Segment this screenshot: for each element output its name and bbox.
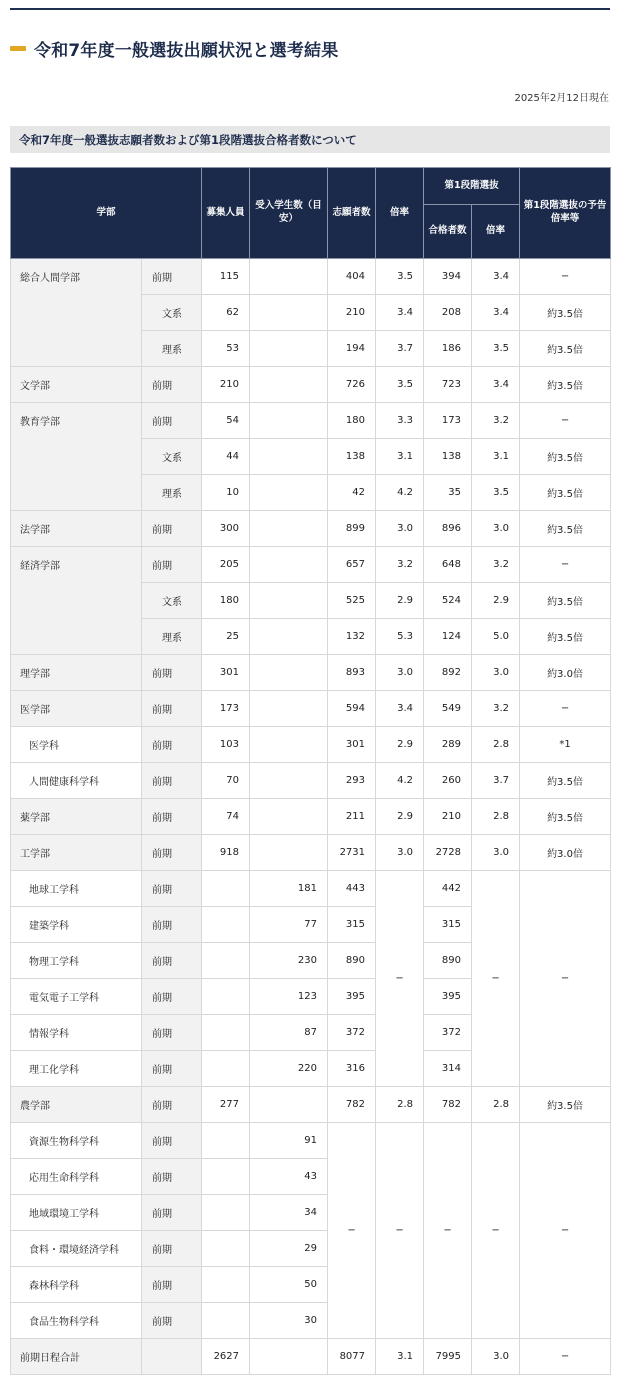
applicants-cell: 372 [328, 1015, 376, 1051]
dept-cell: 法学部 [11, 511, 142, 547]
passed-cell: 260 [424, 763, 472, 799]
table-row [11, 655, 611, 691]
capacity-cell: 115 [202, 259, 250, 295]
forecast-cell: 約3.0倍 [520, 835, 611, 871]
term-cell: 前期 [142, 979, 202, 1015]
forecast-cell: 約3.5倍 [520, 583, 611, 619]
planned-cell [250, 799, 328, 835]
passed-cell: 173 [424, 403, 472, 439]
planned-cell [250, 763, 328, 799]
capacity-cell: 53 [202, 331, 250, 367]
pass-ratio-cell: − [472, 871, 520, 1087]
capacity-cell: 300 [202, 511, 250, 547]
term-cell: 前期 [142, 799, 202, 835]
capacity-cell: 205 [202, 547, 250, 583]
passed-cell: 210 [424, 799, 472, 835]
planned-cell [250, 583, 328, 619]
total-row [11, 1339, 611, 1375]
passed-cell: 289 [424, 727, 472, 763]
planned-cell: 87 [250, 1015, 328, 1051]
ratio-cell: 3.0 [376, 655, 424, 691]
ratio-cell: 3.5 [376, 259, 424, 295]
capacity-cell [202, 1195, 250, 1231]
capacity-cell: 25 [202, 619, 250, 655]
pass-ratio-cell: 5.0 [472, 619, 520, 655]
forecast-cell: 約3.5倍 [520, 1087, 611, 1123]
passed-cell: 648 [424, 547, 472, 583]
table-row [11, 691, 611, 727]
passed-cell: 186 [424, 331, 472, 367]
passed-cell: 2728 [424, 835, 472, 871]
ratio-cell: 3.4 [376, 691, 424, 727]
term-cell: 前期 [142, 547, 202, 583]
planned-cell: 181 [250, 871, 328, 907]
applicants-cell: 8077 [328, 1339, 376, 1375]
dept-cell: 電気電子工学科 [11, 979, 142, 1015]
planned-cell: 230 [250, 943, 328, 979]
applicants-cell: − [328, 1123, 376, 1339]
term-cell: 前期 [142, 1087, 202, 1123]
planned-cell [250, 367, 328, 403]
ratio-cell: 3.7 [376, 331, 424, 367]
term-cell: 前期 [142, 511, 202, 547]
dept-cell: 食品生物科学科 [11, 1303, 142, 1339]
forecast-cell: 約3.5倍 [520, 331, 611, 367]
term-cell: 理系 [142, 619, 202, 655]
forecast-cell: − [520, 547, 611, 583]
applicants-cell: 42 [328, 475, 376, 511]
forecast-cell: − [520, 403, 611, 439]
title-accent-bar [10, 46, 26, 51]
table-row [11, 799, 611, 835]
section-heading-text: 令和7年度一般選抜志願者数および第1段階選抜合格者数について [19, 133, 357, 147]
passed-cell: 782 [424, 1087, 472, 1123]
term-cell: 前期 [142, 259, 202, 295]
forecast-cell: − [520, 1123, 611, 1339]
ratio-cell: 2.9 [376, 583, 424, 619]
capacity-cell: 173 [202, 691, 250, 727]
applicants-cell: 525 [328, 583, 376, 619]
passed-cell: 892 [424, 655, 472, 691]
planned-cell: 43 [250, 1159, 328, 1195]
passed-cell: − [424, 1123, 472, 1339]
ratio-cell: 3.5 [376, 367, 424, 403]
ratio-cell: − [376, 1123, 424, 1339]
applicants-cell: 194 [328, 331, 376, 367]
dept-cell: 文学部 [11, 367, 142, 403]
planned-cell [250, 1087, 328, 1123]
pass-ratio-cell: 3.0 [472, 835, 520, 871]
table-row [11, 547, 611, 583]
applicants-cell: 443 [328, 871, 376, 907]
forecast-cell: 約3.5倍 [520, 619, 611, 655]
table-row [11, 403, 611, 439]
applicants-cell: 138 [328, 439, 376, 475]
term-cell: 前期 [142, 763, 202, 799]
capacity-cell [202, 1051, 250, 1087]
dept-cell: 医学部 [11, 691, 142, 727]
term-cell: 前期 [142, 835, 202, 871]
planned-cell [250, 403, 328, 439]
dept-cell: 理工化学科 [11, 1051, 142, 1087]
ratio-cell: 3.1 [376, 439, 424, 475]
ratio-cell: 4.2 [376, 763, 424, 799]
ratio-cell: 2.9 [376, 799, 424, 835]
pass-ratio-cell: 3.5 [472, 475, 520, 511]
term-cell: 前期 [142, 1159, 202, 1195]
forecast-cell: 約3.5倍 [520, 511, 611, 547]
planned-cell: 77 [250, 907, 328, 943]
capacity-cell [202, 871, 250, 907]
capacity-cell [202, 1267, 250, 1303]
dept-cell: 人間健康科学科 [11, 763, 142, 799]
planned-cell [250, 835, 328, 871]
ratio-cell: 3.2 [376, 547, 424, 583]
applicants-cell: 211 [328, 799, 376, 835]
dept-cell: 資源生物科学科 [11, 1123, 142, 1159]
forecast-cell: 約3.5倍 [520, 799, 611, 835]
pass-ratio-cell: 3.2 [472, 403, 520, 439]
table-row [11, 511, 611, 547]
term-cell: 理系 [142, 475, 202, 511]
ratio-cell: 3.0 [376, 835, 424, 871]
term-cell: 前期 [142, 1195, 202, 1231]
capacity-cell: 70 [202, 763, 250, 799]
passed-cell: 315 [424, 907, 472, 943]
dept-cell: 農学部 [11, 1087, 142, 1123]
dept-cell: 理学部 [11, 655, 142, 691]
dept-cell: 薬学部 [11, 799, 142, 835]
total-label: 前期日程合計 [11, 1339, 142, 1375]
capacity-cell [202, 943, 250, 979]
passed-cell: 896 [424, 511, 472, 547]
capacity-cell: 2627 [202, 1339, 250, 1375]
header-stage1-ratio: 倍率 [472, 205, 520, 259]
forecast-cell: − [520, 871, 611, 1087]
dept-cell: 食料・環境経済学科 [11, 1231, 142, 1267]
forecast-cell: *1 [520, 727, 611, 763]
applicants-cell: 316 [328, 1051, 376, 1087]
pass-ratio-cell: 2.8 [472, 1087, 520, 1123]
capacity-cell: 277 [202, 1087, 250, 1123]
pass-ratio-cell: 3.2 [472, 691, 520, 727]
planned-cell: 123 [250, 979, 328, 1015]
applicants-cell: 301 [328, 727, 376, 763]
table-row [11, 835, 611, 871]
pass-ratio-cell: 3.2 [472, 547, 520, 583]
applicants-cell: 899 [328, 511, 376, 547]
term-cell: 前期 [142, 907, 202, 943]
dept-cell: 医学科 [11, 727, 142, 763]
header-applicants: 志願者数 [328, 168, 376, 259]
forecast-cell: − [520, 691, 611, 727]
section-heading [10, 126, 610, 153]
term-cell: 文系 [142, 583, 202, 619]
capacity-cell: 210 [202, 367, 250, 403]
header-passed: 合格者数 [424, 205, 472, 259]
planned-cell [250, 691, 328, 727]
capacity-cell: 180 [202, 583, 250, 619]
dept-cell: 建築学科 [11, 907, 142, 943]
header-forecast: 第1段階選抜の予告倍率等 [520, 168, 611, 259]
passed-cell: 549 [424, 691, 472, 727]
passed-cell: 524 [424, 583, 472, 619]
term-cell: 前期 [142, 1015, 202, 1051]
passed-cell: 372 [424, 1015, 472, 1051]
ratio-cell: 2.9 [376, 727, 424, 763]
term-cell: 前期 [142, 1123, 202, 1159]
header-planned: 受入学生数（目安） [250, 168, 328, 259]
forecast-cell: − [520, 259, 611, 295]
passed-cell: 124 [424, 619, 472, 655]
dept-cell: 工学部 [11, 835, 142, 871]
passed-cell: 890 [424, 943, 472, 979]
term-cell: 理系 [142, 331, 202, 367]
ratio-cell: 3.0 [376, 511, 424, 547]
capacity-cell [202, 1123, 250, 1159]
term-cell: 前期 [142, 727, 202, 763]
pass-ratio-cell: 3.0 [472, 1339, 520, 1375]
passed-cell: 208 [424, 295, 472, 331]
top-rule [10, 8, 610, 10]
forecast-cell: − [520, 1339, 611, 1375]
pass-ratio-cell: 3.4 [472, 295, 520, 331]
capacity-cell: 54 [202, 403, 250, 439]
capacity-cell: 74 [202, 799, 250, 835]
passed-cell: 314 [424, 1051, 472, 1087]
pass-ratio-cell: 3.4 [472, 259, 520, 295]
planned-cell [250, 547, 328, 583]
ratio-cell: 4.2 [376, 475, 424, 511]
applicants-cell: 2731 [328, 835, 376, 871]
page-title [10, 36, 338, 60]
ratio-cell: − [376, 871, 424, 1087]
applicants-cell: 726 [328, 367, 376, 403]
table-row [11, 367, 611, 403]
dept-cell: 総合人間学部 [11, 259, 142, 367]
planned-cell: 29 [250, 1231, 328, 1267]
passed-cell: 7995 [424, 1339, 472, 1375]
ratio-cell: 3.4 [376, 295, 424, 331]
dept-cell: 物理工学科 [11, 943, 142, 979]
header-stage1: 第1段階選抜 [424, 168, 520, 205]
term-cell: 文系 [142, 439, 202, 475]
planned-cell: 91 [250, 1123, 328, 1159]
capacity-cell [202, 1159, 250, 1195]
capacity-cell [202, 1231, 250, 1267]
planned-cell: 220 [250, 1051, 328, 1087]
term-cell: 前期 [142, 943, 202, 979]
planned-cell [250, 295, 328, 331]
ratio-cell: 3.1 [376, 1339, 424, 1375]
applicants-cell: 293 [328, 763, 376, 799]
header-faculty: 学部 [11, 168, 202, 259]
term-cell: 前期 [142, 367, 202, 403]
dept-cell: 森林科学科 [11, 1267, 142, 1303]
ratio-cell: 3.3 [376, 403, 424, 439]
forecast-cell: 約3.5倍 [520, 475, 611, 511]
pass-ratio-cell: 3.0 [472, 511, 520, 547]
term-cell: 前期 [142, 691, 202, 727]
applicants-cell: 657 [328, 547, 376, 583]
planned-cell: 50 [250, 1267, 328, 1303]
ratio-cell: 2.8 [376, 1087, 424, 1123]
applicants-cell: 315 [328, 907, 376, 943]
header-capacity: 募集人員 [202, 168, 250, 259]
applicants-cell: 404 [328, 259, 376, 295]
passed-cell: 394 [424, 259, 472, 295]
capacity-cell: 301 [202, 655, 250, 691]
term-cell: 前期 [142, 1267, 202, 1303]
capacity-cell: 62 [202, 295, 250, 331]
pass-ratio-cell: 3.1 [472, 439, 520, 475]
planned-cell [250, 1339, 328, 1375]
term-cell: 前期 [142, 403, 202, 439]
forecast-cell: 約3.5倍 [520, 367, 611, 403]
pass-ratio-cell: 3.0 [472, 655, 520, 691]
pass-ratio-cell: 3.7 [472, 763, 520, 799]
passed-cell: 138 [424, 439, 472, 475]
term-cell: 前期 [142, 655, 202, 691]
table-row [11, 727, 611, 763]
pass-ratio-cell: 2.9 [472, 583, 520, 619]
term-cell: 前期 [142, 871, 202, 907]
capacity-cell: 918 [202, 835, 250, 871]
header-ratio: 倍率 [376, 168, 424, 259]
applicants-cell: 890 [328, 943, 376, 979]
dept-cell: 地域環境工学科 [11, 1195, 142, 1231]
planned-cell [250, 259, 328, 295]
forecast-cell: 約3.5倍 [520, 439, 611, 475]
pass-ratio-cell: 2.8 [472, 799, 520, 835]
passed-cell: 395 [424, 979, 472, 1015]
term-cell: 前期 [142, 1231, 202, 1267]
capacity-cell: 103 [202, 727, 250, 763]
pass-ratio-cell: 2.8 [472, 727, 520, 763]
table-row [11, 871, 611, 907]
term-cell [142, 1339, 202, 1375]
applicants-cell: 594 [328, 691, 376, 727]
page-title-text: 令和7年度一般選抜出願状況と選考結果 [34, 40, 339, 61]
as-of-date: 2025年2月12日現在 [514, 93, 609, 104]
planned-cell [250, 331, 328, 367]
passed-cell: 442 [424, 871, 472, 907]
table-row [11, 259, 611, 295]
planned-cell [250, 475, 328, 511]
capacity-cell: 10 [202, 475, 250, 511]
table-row [11, 763, 611, 799]
dept-cell: 地球工学科 [11, 871, 142, 907]
dept-cell: 教育学部 [11, 403, 142, 511]
applicants-cell: 893 [328, 655, 376, 691]
term-cell: 文系 [142, 295, 202, 331]
planned-cell [250, 727, 328, 763]
capacity-cell: 44 [202, 439, 250, 475]
dept-cell: 応用生命科学科 [11, 1159, 142, 1195]
planned-cell [250, 655, 328, 691]
applicants-cell: 395 [328, 979, 376, 1015]
planned-cell [250, 511, 328, 547]
planned-cell [250, 439, 328, 475]
dept-cell: 情報学科 [11, 1015, 142, 1051]
planned-cell: 34 [250, 1195, 328, 1231]
forecast-cell: 約3.5倍 [520, 295, 611, 331]
forecast-cell: 約3.0倍 [520, 655, 611, 691]
table-row [11, 1087, 611, 1123]
applicants-cell: 782 [328, 1087, 376, 1123]
applicants-cell: 180 [328, 403, 376, 439]
planned-cell [250, 619, 328, 655]
pass-ratio-cell: 3.5 [472, 331, 520, 367]
capacity-cell [202, 1015, 250, 1051]
pass-ratio-cell: − [472, 1123, 520, 1339]
planned-cell: 30 [250, 1303, 328, 1339]
dept-cell: 経済学部 [11, 547, 142, 655]
forecast-cell: 約3.5倍 [520, 763, 611, 799]
applicants-cell: 210 [328, 295, 376, 331]
results-table [10, 167, 611, 1375]
capacity-cell [202, 907, 250, 943]
ratio-cell: 5.3 [376, 619, 424, 655]
passed-cell: 723 [424, 367, 472, 403]
term-cell: 前期 [142, 1051, 202, 1087]
passed-cell: 35 [424, 475, 472, 511]
table-row [11, 1123, 611, 1159]
capacity-cell [202, 1303, 250, 1339]
capacity-cell [202, 979, 250, 1015]
applicants-cell: 132 [328, 619, 376, 655]
term-cell: 前期 [142, 1303, 202, 1339]
pass-ratio-cell: 3.4 [472, 367, 520, 403]
